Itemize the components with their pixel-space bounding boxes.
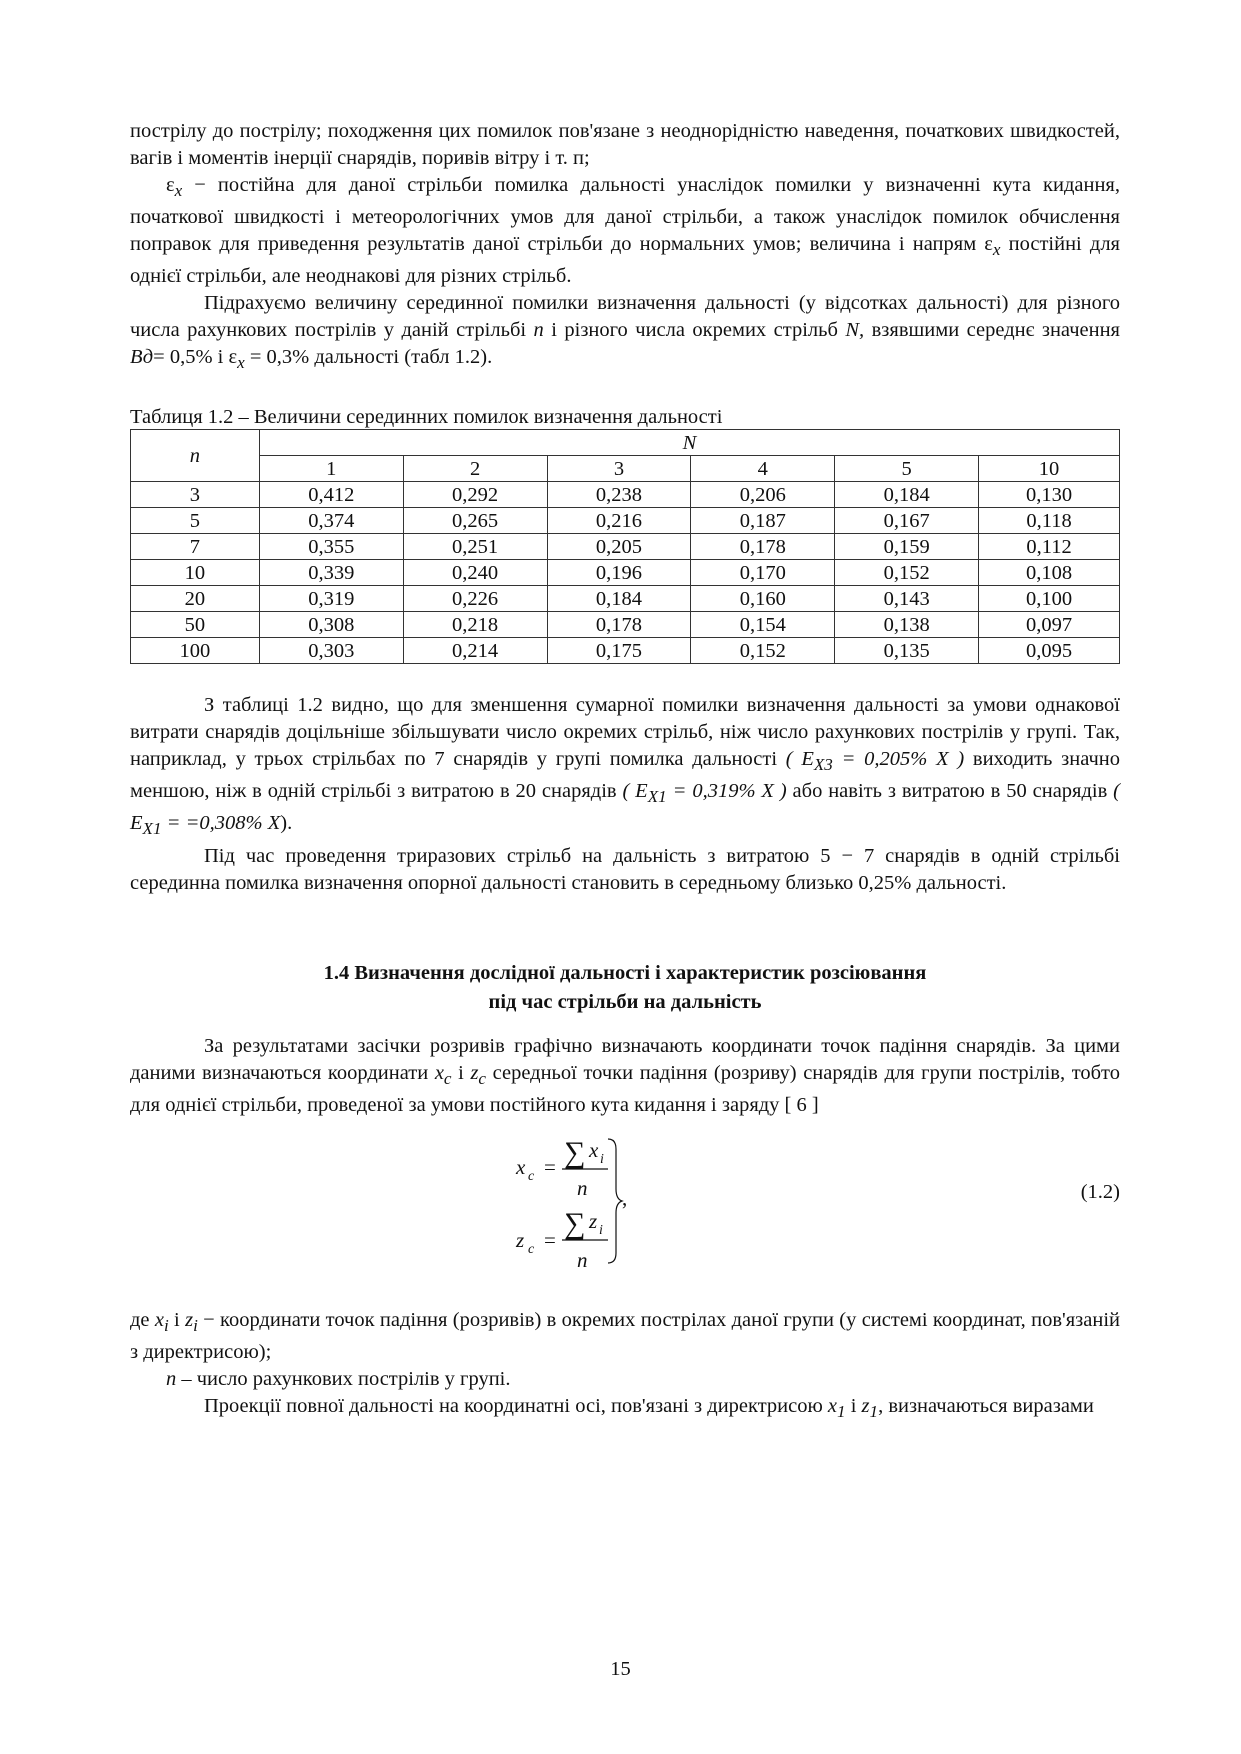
equation-number: (1.2)	[1080, 1180, 1120, 1203]
paragraph-3-d: = 0,5% і	[153, 346, 229, 369]
table-cell: 0,339	[259, 560, 403, 586]
paragraph-4-b: виходить значно меншою, ніж в одній стрільбі з витратою в 20 снарядів	[130, 748, 1121, 803]
section-heading	[130, 959, 1120, 1017]
formula-e-x3-value: = 0,205% X )	[832, 748, 965, 771]
formula-e-x1-b-value: = =0,308% X	[161, 812, 281, 835]
table-cell: 0,196	[547, 560, 691, 586]
var-n: n	[533, 319, 544, 342]
paragraph-8-text: – число рахункових пострілів у групі.	[176, 1367, 511, 1390]
paragraph-2-text: − постійна для даної стрільби помилка дальності унаслідок помилки у визначенні кута кидання, початкової швидкості і метеорологічних умов для даної стрільби, а також унаслідок помилок обчислення поправок для приведення результатів даної стрільби до нормальних умов; величина і напрям	[130, 174, 1120, 256]
table-cell: 0,130	[979, 482, 1120, 508]
formula-zi: z	[589, 1208, 598, 1233]
var-x1: x	[827, 1394, 838, 1417]
formula-e-x1-b-sub: X1	[142, 819, 162, 839]
table-cell: 0,226	[403, 586, 547, 612]
paragraph-6	[130, 1033, 1120, 1119]
formula-graphic	[130, 1119, 1120, 1269]
row-n-cell: 50	[131, 612, 260, 638]
table-cell: 0,214	[403, 638, 547, 664]
paragraph-7-a: де	[130, 1308, 155, 1331]
table-cell: 0,097	[979, 612, 1120, 638]
table-row	[131, 638, 1120, 664]
table-cell: 0,167	[835, 508, 979, 534]
formula-eq-2: =	[544, 1227, 556, 1252]
var-xc-sub: c	[443, 1068, 452, 1088]
formula-den-2: n	[577, 1247, 588, 1269]
col-group-header	[259, 430, 1119, 456]
paragraph-3-a: Підрахуємо величину серединної помилки визначення дальності (у відсотках дальності) для різного числа рахункових пострілів у даній стрільбі	[130, 292, 1120, 342]
var-xi-sub: i	[163, 1315, 169, 1335]
column-header: 2	[403, 456, 547, 482]
column-header: 5	[835, 456, 979, 482]
col-group-label: N	[682, 431, 697, 454]
var-N: N,	[845, 319, 865, 342]
table-row	[131, 482, 1120, 508]
table-cell: 0,187	[691, 508, 835, 534]
formula-x-sub: c	[528, 1168, 535, 1184]
formula-e-x3: ( Е	[785, 748, 814, 771]
table-cell: 0,216	[547, 508, 691, 534]
row-header-label: n	[189, 444, 201, 467]
formula-e-x3-sub: X3	[813, 755, 833, 775]
formula-comma: ,	[622, 1185, 628, 1210]
table-cell: 0,170	[691, 560, 835, 586]
paragraph-9-a: Проекції повної дальності на координатні осі, пов'язані з директрисою	[204, 1394, 828, 1417]
formula-e-x1-value: = 0,319% X )	[666, 780, 787, 803]
table-cell: 0,206	[691, 482, 835, 508]
table-cell: 0,238	[547, 482, 691, 508]
formula-zi-sub: i	[599, 1222, 603, 1238]
table-cell: 0,152	[835, 560, 979, 586]
table-cell: 0,112	[979, 534, 1120, 560]
paragraph-7	[130, 1307, 1120, 1366]
paragraph-6-b: і	[451, 1061, 471, 1084]
table-cell: 0,100	[979, 586, 1120, 612]
formula-xi: x	[589, 1137, 599, 1162]
paragraph-9-b: і	[845, 1394, 862, 1417]
table-cell: 0,218	[403, 612, 547, 638]
formula-z-sub: c	[528, 1241, 535, 1257]
table-cell: 0,152	[691, 638, 835, 664]
range-error-table	[130, 429, 1120, 664]
paragraph-9	[130, 1393, 1120, 1425]
var-zi-sub: i	[193, 1315, 198, 1335]
table-cell: 0,184	[835, 482, 979, 508]
formula-eq-1: =	[544, 1154, 556, 1179]
table-cell: 0,355	[259, 534, 403, 560]
epsilon-subscript-2: x	[992, 240, 1001, 260]
row-n-cell: 20	[131, 586, 260, 612]
table-cell: 0,178	[691, 534, 835, 560]
table-cell: 0,118	[979, 508, 1120, 534]
row-n-cell: 7	[131, 534, 260, 560]
paragraph-1	[130, 118, 1120, 172]
section-heading-line-1: 1.4 Визначення дослідної дальності і характеристик розсіювання	[323, 961, 927, 984]
table-column-row	[131, 456, 1120, 482]
paragraph-3-c: взявшими середнє значення	[864, 319, 1120, 342]
table-row	[131, 534, 1120, 560]
table-cell: 0,178	[547, 612, 691, 638]
var-xc: x	[434, 1061, 444, 1084]
paragraph-1-line-1: пострілу до пострілу; походження цих помилок пов'язане з неоднорідністю наведення,	[130, 120, 900, 142]
paragraph-4-a: З таблиці 1.2 видно, що для зменшення сумарної помилки визначення дальності за умови однакової витрати снарядів доцільніше збільшувати число окремих стрільб, ніж число рахункових пострілів у групі. Так, наприклад, у трьох стрільбах по 7 снарядів у групі помилка дальності	[130, 694, 1120, 771]
table-cell: 0,319	[259, 586, 403, 612]
table-cell: 0,160	[691, 586, 835, 612]
column-header: 10	[979, 456, 1120, 482]
var-z1: z	[861, 1394, 870, 1417]
paragraph-5: Під час проведення триразових стрільб на дальність з витратою 5 − 7 снарядів в одній стрільбі серединна помилка визначення опорної дальності становить в середньому близько 0,25% дальності.	[130, 844, 1120, 894]
table-row	[131, 560, 1120, 586]
formula-xi-sub: i	[600, 1151, 604, 1167]
table-cell: 0,184	[547, 586, 691, 612]
paragraph-2-text-2: постійні для однієї стрільби, але неоднакові для різних стрільб.	[130, 233, 1120, 288]
formula-e-x1-b: ( Е	[130, 780, 1120, 835]
page-number: 15	[610, 1658, 631, 1680]
paragraph-3	[130, 290, 1120, 376]
var-xi: x	[154, 1308, 164, 1331]
var-n-2: n	[166, 1367, 177, 1390]
var-zc: z	[470, 1061, 479, 1084]
var-x1-sub: 1	[837, 1401, 846, 1421]
epsilon-subscript: x	[174, 181, 183, 201]
formula-z: z	[516, 1227, 525, 1252]
paragraph-3-e: = 0,3% дальності (табл 1.2).	[244, 346, 493, 369]
table-cell: 0,138	[835, 612, 979, 638]
table-cell: 0,265	[403, 508, 547, 534]
row-n-cell: 10	[131, 560, 260, 586]
paragraph-2	[130, 172, 1120, 290]
paragraph-6-a: За результатами засічки розривів графічно визначають координати точок падіння снарядів. За цими даними визначаються координати	[130, 1034, 1120, 1084]
formula-x: x	[516, 1154, 526, 1179]
table-cell: 0,095	[979, 638, 1120, 664]
section-heading-line-2: під час стрільби на дальність	[488, 990, 762, 1013]
paragraph-6-c: середньої точки падіння (розриву) снарядів для групи пострілів, тобто для однієї стрільби, проведеної за умови постійного кута кидання і заряду [ 6 ]	[130, 1061, 1121, 1116]
table-cell: 0,412	[259, 482, 403, 508]
table-row	[131, 508, 1120, 534]
epsilon-subscript-3: x	[237, 353, 245, 373]
table-cell: 0,175	[547, 638, 691, 664]
paragraph-9-c: , визначаються виразами	[878, 1394, 1094, 1417]
paragraph-1-line-2: початкових швидкостей, вагів і моментів інерції снарядів, поривів вітру і т. п;	[130, 120, 1120, 169]
row-n-cell: 5	[131, 508, 260, 534]
paragraph-4-c: або навіть з витратою в 50 снарядів	[786, 780, 1114, 803]
table-cell: 0,308	[259, 612, 403, 638]
column-header: 4	[691, 456, 835, 482]
table-cell: 0,205	[547, 534, 691, 560]
table-header-row	[131, 430, 1120, 456]
table-cell: 0,154	[691, 612, 835, 638]
var-zi: z	[185, 1308, 194, 1331]
paragraph-7-c: − координати точок падіння (розривів) в окремих пострілах даної групи (у системі координат, пов'язаній з директрисою);	[130, 1308, 1120, 1363]
paragraph-4-d: ).	[280, 812, 293, 835]
page-body	[130, 118, 1120, 1425]
epsilon-symbol-3: ε	[228, 346, 238, 369]
epsilon-symbol-2: ε	[984, 233, 993, 256]
formula-1-2	[130, 1119, 1120, 1269]
formula-sum-2: ∑	[564, 1206, 586, 1240]
table-cell: 0,240	[403, 560, 547, 586]
row-header-n	[131, 430, 260, 482]
formula-e-x1-sub: X1	[647, 787, 667, 807]
paragraph-3-b: і різного числа окремих стрільб	[543, 319, 846, 342]
table-row	[131, 586, 1120, 612]
table-body	[131, 482, 1120, 664]
formula-sum-1: ∑	[564, 1135, 586, 1169]
var-bd: Вд	[130, 346, 154, 369]
column-header: 1	[259, 456, 403, 482]
var-z1-sub: 1	[869, 1401, 879, 1421]
table-cell: 0,303	[259, 638, 403, 664]
var-zc-sub: c	[478, 1068, 487, 1088]
table-cell: 0,108	[979, 560, 1120, 586]
table-cell: 0,374	[259, 508, 403, 534]
formula-den-1: n	[577, 1175, 588, 1200]
column-header: 3	[547, 456, 691, 482]
epsilon-symbol: ε	[166, 174, 175, 196]
formula-brace	[608, 1139, 622, 1263]
row-n-cell: 100	[131, 638, 260, 664]
paragraph-8	[130, 1366, 1120, 1393]
table-caption: Таблиця 1.2 – Величини серединних помилок визначення дальності	[130, 406, 723, 429]
table-cell: 0,135	[835, 638, 979, 664]
table-row	[131, 612, 1120, 638]
table-cell: 0,159	[835, 534, 979, 560]
table-cell: 0,251	[403, 534, 547, 560]
row-n-cell: 3	[131, 482, 260, 508]
paragraph-7-b: і	[168, 1308, 186, 1331]
paragraph-4	[130, 692, 1120, 842]
table-cell: 0,292	[403, 482, 547, 508]
formula-e-x1: ( Е	[622, 780, 648, 803]
table-cell: 0,143	[835, 586, 979, 612]
